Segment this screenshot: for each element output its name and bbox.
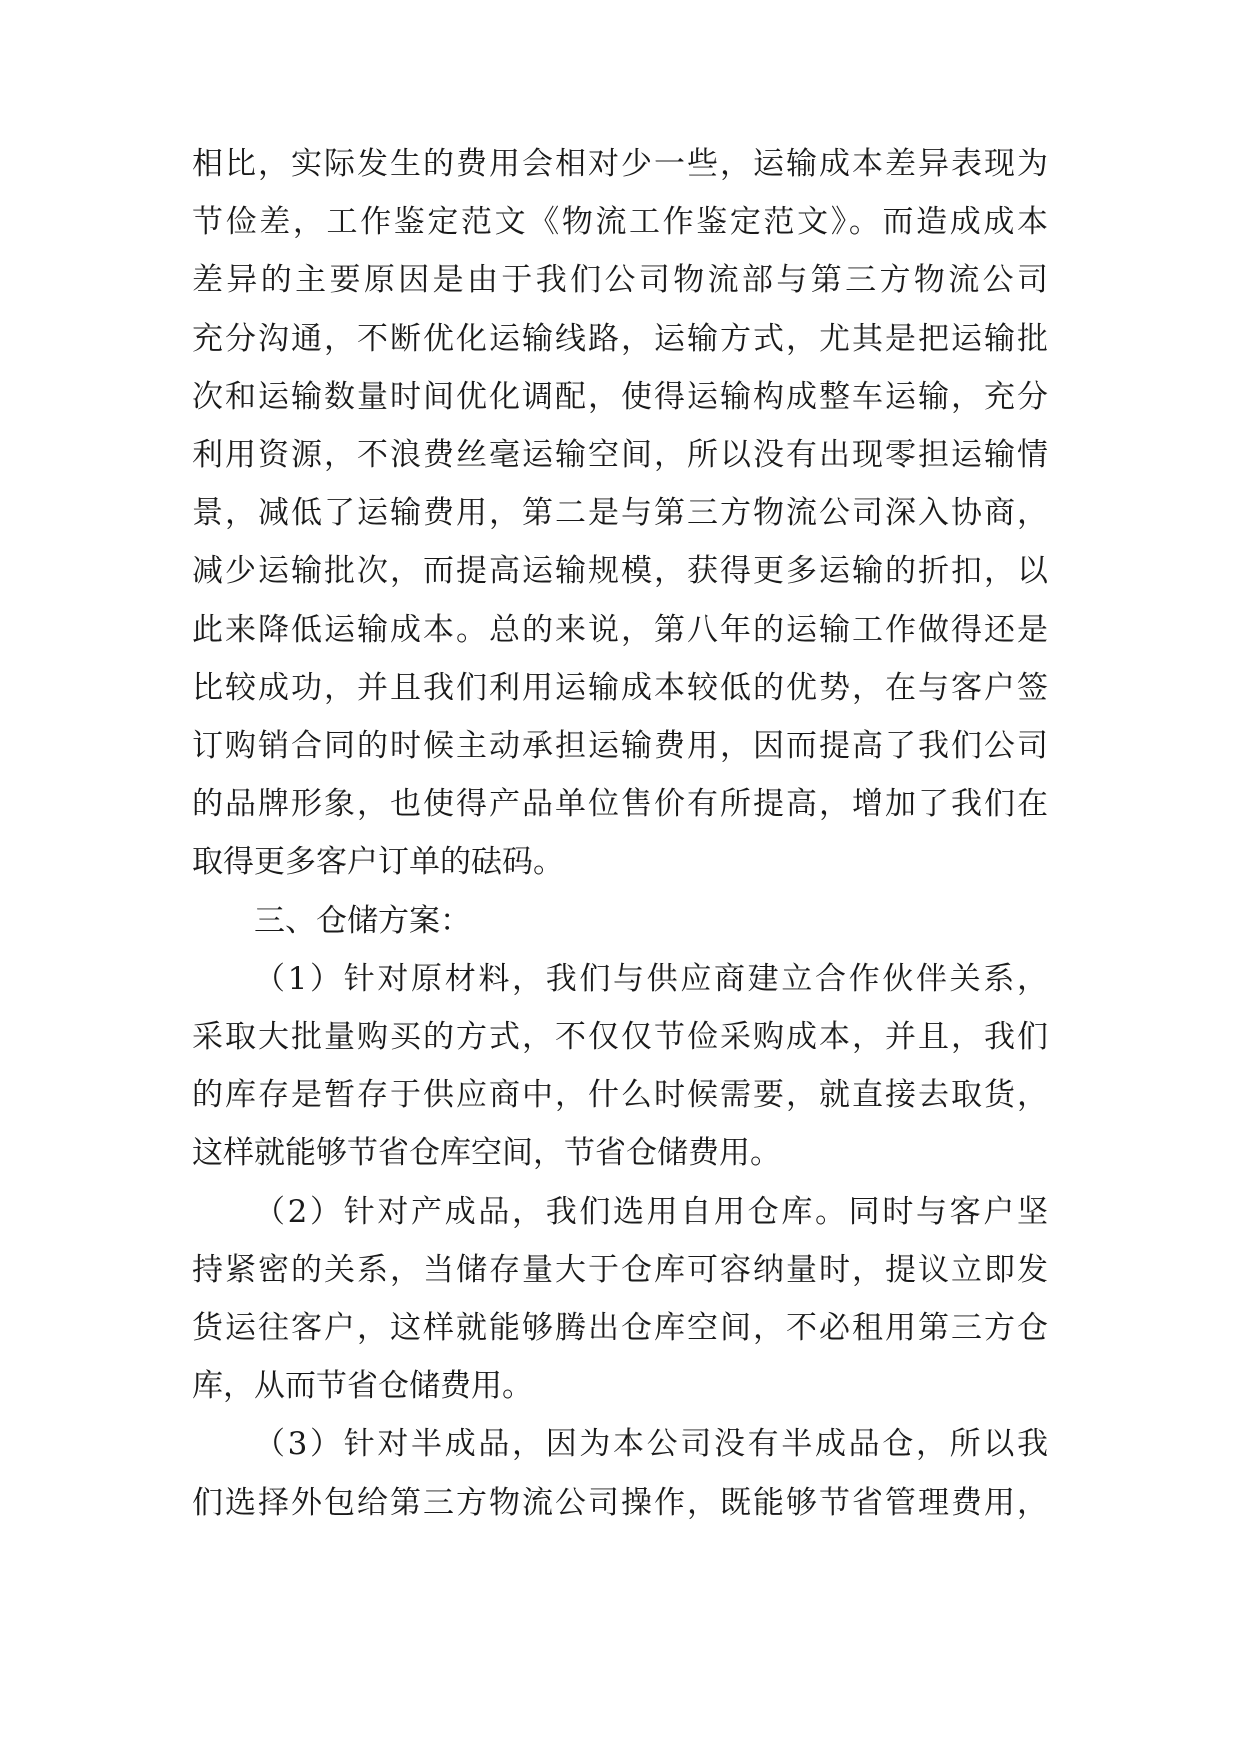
paragraph-line: 三、仓储方案： <box>254 903 471 939</box>
paragraph-line: 次和运输数量时间优化调配，使得运输构成整车运输，充分 <box>192 379 1048 415</box>
paragraph-line: 充分沟通，不断优化运输线路，运输方式，尤其是把运输批 <box>192 321 1048 357</box>
paragraph-line: （2）针对产成品，我们选用自用仓库。同时与客户坚 <box>254 1194 1048 1230</box>
paragraph-line: 这样就能够节省仓库空间，节省仓储费用。 <box>192 1135 781 1171</box>
paragraph-line: 比较成功，并且我们利用运输成本较低的优势，在与客户签 <box>192 670 1048 706</box>
paragraph-line: 节俭差，工作鉴定范文《物流工作鉴定范文》。而造成成本 <box>192 204 1048 240</box>
paragraph-line: 减少运输批次，而提高运输规模，获得更多运输的折扣，以 <box>192 553 1048 589</box>
paragraph-line: 利用资源，不浪费丝毫运输空间，所以没有出现零担运输情 <box>192 437 1048 473</box>
paragraph-line: （3）针对半成品，因为本公司没有半成品仓，所以我 <box>254 1426 1048 1462</box>
paragraph-line: 的品牌形象，也使得产品单位售价有所提高，增加了我们在 <box>192 786 1048 822</box>
paragraph-line: 相比，实际发生的费用会相对少一些，运输成本差异表现为 <box>192 146 1048 182</box>
paragraph-line: 采取大批量购买的方式，不仅仅节俭采购成本，并且，我们 <box>192 1019 1048 1055</box>
paragraph-line: 的库存是暂存于供应商中，什么时候需要，就直接去取货， <box>192 1077 1048 1113</box>
paragraph-line: （1）针对原材料，我们与供应商建立合作伙伴关系， <box>254 961 1048 997</box>
paragraph-line: 取得更多客户订单的砝码。 <box>192 844 564 880</box>
paragraph-line: 差异的主要原因是由于我们公司物流部与第三方物流公司 <box>192 262 1048 298</box>
paragraph-line: 库，从而节省仓储费用。 <box>192 1368 533 1404</box>
paragraph-line: 们选择外包给第三方物流公司操作，既能够节省管理费用， <box>192 1485 1048 1521</box>
paragraph-line: 持紧密的关系，当储存量大于仓库可容纳量时，提议立即发 <box>192 1252 1048 1288</box>
paragraph-line: 此来降低运输成本。总的来说，第八年的运输工作做得还是 <box>192 612 1048 648</box>
paragraph-line: 订购销合同的时候主动承担运输费用，因而提高了我们公司 <box>192 728 1048 764</box>
paragraph-line: 景，减低了运输费用，第二是与第三方物流公司深入协商， <box>192 495 1048 531</box>
paragraph-line: 货运往客户，这样就能够腾出仓库空间，不必租用第三方仓 <box>192 1310 1048 1346</box>
